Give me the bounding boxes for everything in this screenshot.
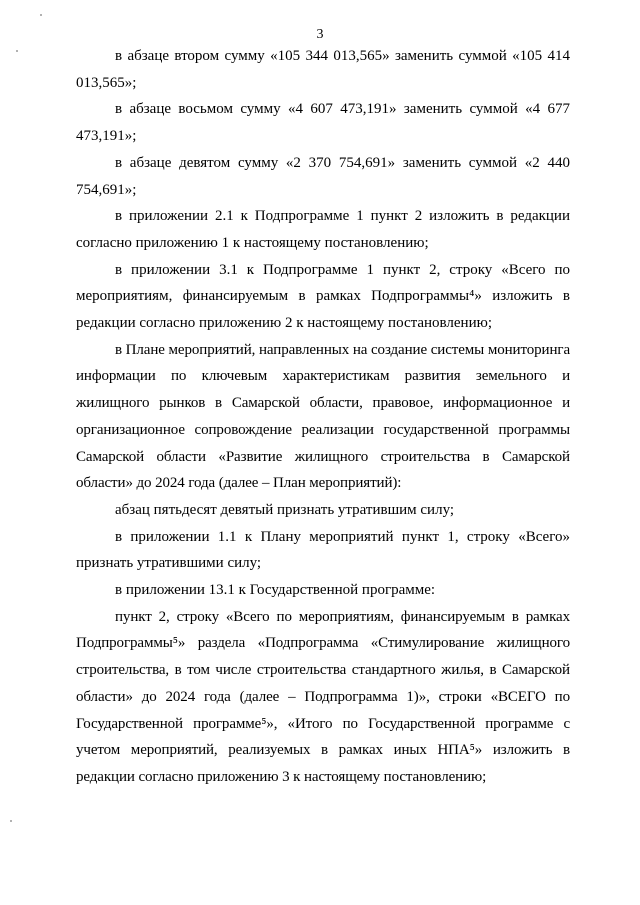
paragraph-point-2-subprogram: пункт 2, строку «Всего по мероприятиям, финансируемым в рамках Подпрограммы⁵» раздела «Подпрограмма «Стимулирование жилищного строительства, в том числе строительства стандартного жилья, в Самарской области» до 2024 года (далее – Подпрограмма 1)», строки «ВСЕГО по Государственной программе⁵», «Итого по Государственной программе с учетом мероприятий, реализуемых в рамках иных НПА⁵» изложить в редакции согласно приложению 3 к настоящему постановлению; [76,608,570,785]
page-number: 3 [316,27,324,42]
paragraph-abzac-59: абзац пятьдесят девятый признать утратившим силу; [115,501,455,518]
scan-speck [40,14,42,16]
scan-speck [10,820,12,822]
paragraph-appendix-3-1: в приложении 3.1 к Подпрограмме 1 пункт 2, строку «Всего по мероприятиям, финансируемым в рамках Подпрограммы⁴» изложить в редакции согласно приложению 2 к настоящему постановлению; [76,261,570,332]
paragraph-appendix-1-1: в приложении 1.1 к Плану мероприятий пункт 1, строку «Всего» признать утратившими силу; [76,528,570,572]
paragraph-plan-of-measures: в Плане мероприятий, направленных на создание системы мониторинга информации по ключевым характеристикам развития земельного и жилищного рынков в Самарской области, правовое, информационное и организационное сопровождение реализации государственной программы Самарской области «Развитие жилищного строительства в Самарской области» до 2024 года (далее – План мероприятий): [76,341,570,492]
document-body [76,43,570,791]
scan-speck [16,50,18,52]
paragraph-ninth-abzac: в абзаце девятом сумму «2 370 754,691» заменить суммой «2 440 754,691»; [76,154,570,198]
paragraph-second-abzac: в абзаце втором сумму «105 344 013,565» заменить суммой «105 414 013,565»; [76,48,570,91]
paragraph-appendix-13-1: в приложении 13.1 к Государственной программе: [115,582,436,599]
paragraph-eighth-abzac: в абзаце восьмом сумму «4 607 473,191» заменить суммой «4 677 473,191»; [76,101,570,145]
paragraph-appendix-2-1: в приложении 2.1 к Подпрограмме 1 пункт 2 изложить в редакции согласно приложению 1 к настоящему постановлению; [76,208,570,251]
